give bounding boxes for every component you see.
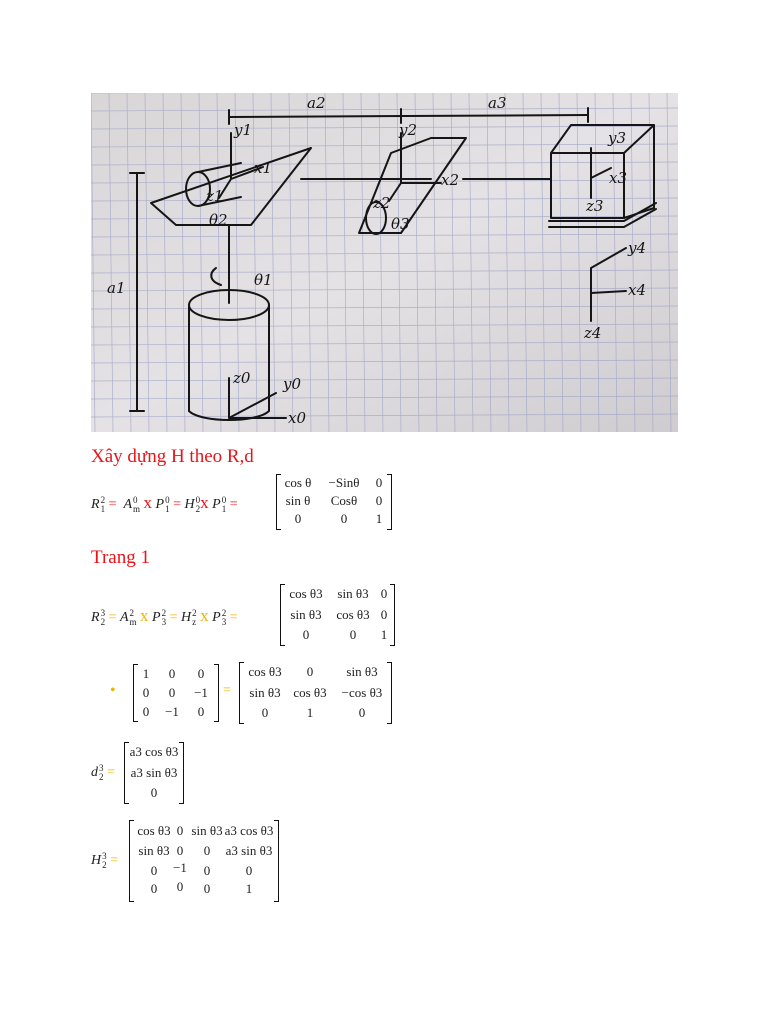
bullet-marker: •	[110, 682, 116, 699]
svg-text:y2: y2	[399, 121, 418, 139]
section-heading-build-h: Xây dựng H theo R,d	[91, 446, 254, 467]
matrix-axis-swap: 1 0 0 0 0 −1 0 −1 0	[133, 664, 219, 722]
matrix-homogeneous-h23: cos θ3 0 sin θ3 a3 cos θ3 sin θ3 0 0 a3 sin θ3 0 −1 0 0 0 0 0 1	[129, 820, 279, 902]
notebook-sketch	[91, 93, 678, 432]
svg-text:θ3: θ3	[391, 215, 410, 233]
equation-r12: R 2 1 = A 0 m x P 0 1 = H 0 2 x P 0 1 =	[91, 493, 238, 514]
svg-text:θ1: θ1	[254, 271, 273, 289]
svg-text:x4: x4	[628, 281, 647, 299]
svg-text:z4: z4	[584, 324, 602, 342]
matrix-rotation-theta3: cos θ3 sin θ3 0 sin θ3 cos θ3 0 0 0 1	[280, 584, 395, 646]
equals-sign: =	[223, 683, 231, 698]
svg-text:x0: x0	[288, 409, 307, 427]
equation-r23: R 3 2 = A 2 m x P 2 3 = H 2 z x P 2 3 =	[91, 606, 238, 627]
svg-text:x2: x2	[441, 171, 460, 189]
svg-text:y4: y4	[628, 239, 647, 257]
robot-arm-sketch-photo	[91, 93, 678, 432]
svg-text:a3: a3	[488, 94, 507, 112]
svg-text:y0: y0	[283, 375, 302, 393]
svg-text:y3: y3	[608, 129, 627, 147]
equation-d23: d 3 2 =	[91, 763, 115, 782]
section-heading-page-1: Trang 1	[91, 547, 150, 568]
equation-h23: H 3 2 =	[91, 851, 119, 870]
svg-text:z0: z0	[233, 369, 251, 387]
matrix-rotation-theta: cos θ −Sinθ 0 sin θ Cosθ 0 0 0 1	[276, 474, 392, 530]
svg-text:x3: x3	[609, 169, 628, 187]
svg-text:a1: a1	[107, 279, 126, 297]
svg-text:θ2: θ2	[209, 211, 228, 229]
svg-text:z2: z2	[373, 194, 391, 212]
svg-text:z1: z1	[206, 187, 224, 205]
matrix-rotation-result: cos θ3 0 sin θ3 sin θ3 cos θ3 −cos θ3 0 1 0	[239, 662, 392, 724]
svg-text:y1: y1	[234, 121, 253, 139]
svg-text:x1: x1	[254, 159, 273, 177]
vector-d23: a3 cos θ3 a3 sin θ3 0	[124, 742, 184, 804]
svg-text:z3: z3	[586, 197, 604, 215]
svg-text:a2: a2	[307, 94, 326, 112]
